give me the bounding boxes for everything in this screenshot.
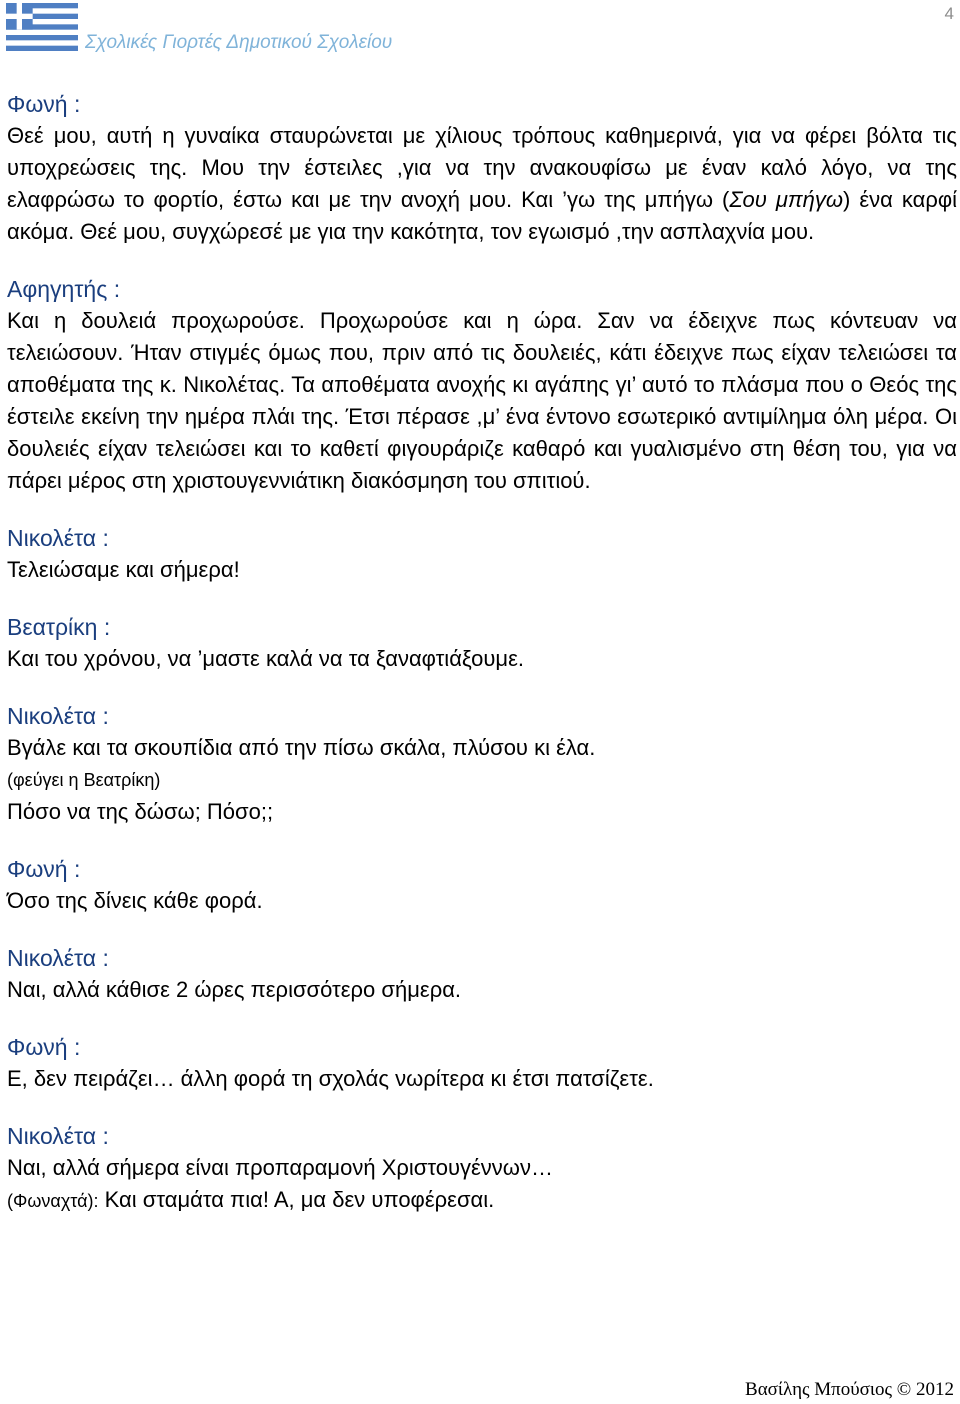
dialogue-line: Ναι, αλλά κάθισε 2 ώρες περισσότερο σήμερα. [7, 977, 462, 1002]
dialogue-line: Και η δουλειά προχωρούσε. Προχωρούσε και η ώρα. Σαν να έδειχνε πως κόντευαν να τελειώσουν. Ήταν στιγμές όμως που, πριν από τις δουλειές, κάτι έδειχνε πως είχαν τελειώσει τα αποθέματα της κ. Νικολέτας. Τα αποθέματα ανοχής κι αγάπης γι’ αυτό το πλάσμα που ο Θεός της έστειλε εκείνη την ημέρα πλάι της. Έτσι πέρασε ,μ’ ένα έντονο εσωτερικό αντιμίλημα όλη μέρα. Οι δουλειές είχαν τελειώσει και το καθετί φιγουράριζε καθαρό και γυαλισμένο στη θέση του, για να πάρει μέρος στη χριστουγεννιάτικη διακόσμηση του σπιτιού. [7, 308, 957, 493]
speaker-name: Φωνή [7, 856, 68, 882]
greek-flag-icon [6, 3, 78, 51]
dialogue-block [7, 611, 957, 675]
dialogue-line [7, 1184, 957, 1217]
dialogue-block [7, 88, 957, 248]
page-header [0, 0, 960, 60]
speaker-label [7, 1031, 957, 1063]
dialogue-block [7, 1120, 957, 1217]
dialogue-block [7, 853, 957, 917]
speaker-colon: : [102, 1123, 109, 1149]
speaker-label [7, 853, 957, 885]
speaker-label [7, 700, 957, 732]
page-number: 4 [944, 4, 954, 23]
dialogue-line: Τελειώσαμε και σήμερα! [7, 557, 240, 582]
speaker-label [7, 611, 957, 643]
speaker-name: Νικολέτα [7, 1123, 97, 1149]
speaker-label [7, 942, 957, 974]
header-title: Σχολικές Γιορτές Δημοτικού Σχολείου [85, 32, 393, 53]
script-body [7, 88, 957, 1217]
speaker-colon: : [102, 703, 109, 729]
speaker-name: Βεατρίκη [7, 614, 98, 640]
speaker-colon: : [74, 1034, 81, 1060]
dialogue-block [7, 273, 957, 497]
stage-direction: (Φωναχτά): [7, 1191, 99, 1211]
speaker-label [7, 1120, 957, 1152]
speaker-colon: : [102, 525, 109, 551]
dialogue-block [7, 522, 957, 586]
speaker-name: Φωνή [7, 91, 68, 117]
speaker-name: Φωνή [7, 1034, 68, 1060]
dialogue-text: Και σταμάτα πια! Α, μα δεν υποφέρεσαι. [98, 1187, 495, 1212]
speaker-name: Νικολέτα [7, 945, 97, 971]
speaker-name: Νικολέτα [7, 703, 97, 729]
dialogue-block [7, 700, 957, 828]
dialogue-line: Όσο της δίνεις κάθε φορά. [7, 888, 263, 913]
speaker-label [7, 88, 957, 120]
speaker-name: Νικολέτα [7, 525, 97, 551]
dialogue-line [7, 120, 957, 248]
stage-direction: (φεύγει η Βεατρίκη) [7, 770, 161, 790]
dialogue-text: ) ένα καρφί ακόμα. Θεέ μου, συγχώρεσέ με για την κακότητα, τον εγωισμό ,την ασπλαχνία μου. [7, 187, 957, 244]
dialogue-line: Πόσο να της δώσω; Πόσο;; [7, 799, 274, 824]
dialogue-line: Ε, δεν πειράζει… άλλη φορά τη σχολάς νωρίτερα κι έτσι πατσίζετε. [7, 1066, 654, 1091]
dialogue-line: Και του χρόνου, να ’μαστε καλά να τα ξαναφτιάξουμε. [7, 646, 525, 671]
speaker-colon: : [113, 276, 121, 302]
speaker-colon: : [74, 91, 81, 117]
dialogue-block [7, 942, 957, 1006]
speaker-colon: : [74, 856, 81, 882]
speaker-colon: : [102, 945, 109, 971]
dialogue-text: Θεέ μου, αυτή η γυναίκα σταυρώνεται με χίλιους τρόπους καθημερινά, για να φέρει βόλτα τις υποχρεώσεις της. Μου την έστειλες ,για να την ανακουφίσω με έναν καλό λόγο, να της ελαφρώσω το φορτίο, έστω και με την ανοχή μου. Και ’γω της μπήγω ( [7, 123, 957, 212]
dialogue-line: Ναι, αλλά σήμερα είναι προπαραμονή Χριστουγέννων… [7, 1155, 553, 1180]
dialogue-block [7, 1031, 957, 1095]
footer-copyright: Βασίλης Μπούσιος © 2012 [745, 1379, 954, 1400]
dialogue-line: Βγάλε και τα σκουπίδια από την πίσω σκάλα, πλύσου κι έλα. [7, 735, 596, 760]
speaker-name: Αφηγητής [7, 276, 108, 302]
speaker-label [7, 522, 957, 554]
speaker-colon: : [103, 614, 111, 640]
speaker-label [7, 273, 957, 305]
dialogue-italic-text: Σου μπήγω [729, 187, 843, 212]
